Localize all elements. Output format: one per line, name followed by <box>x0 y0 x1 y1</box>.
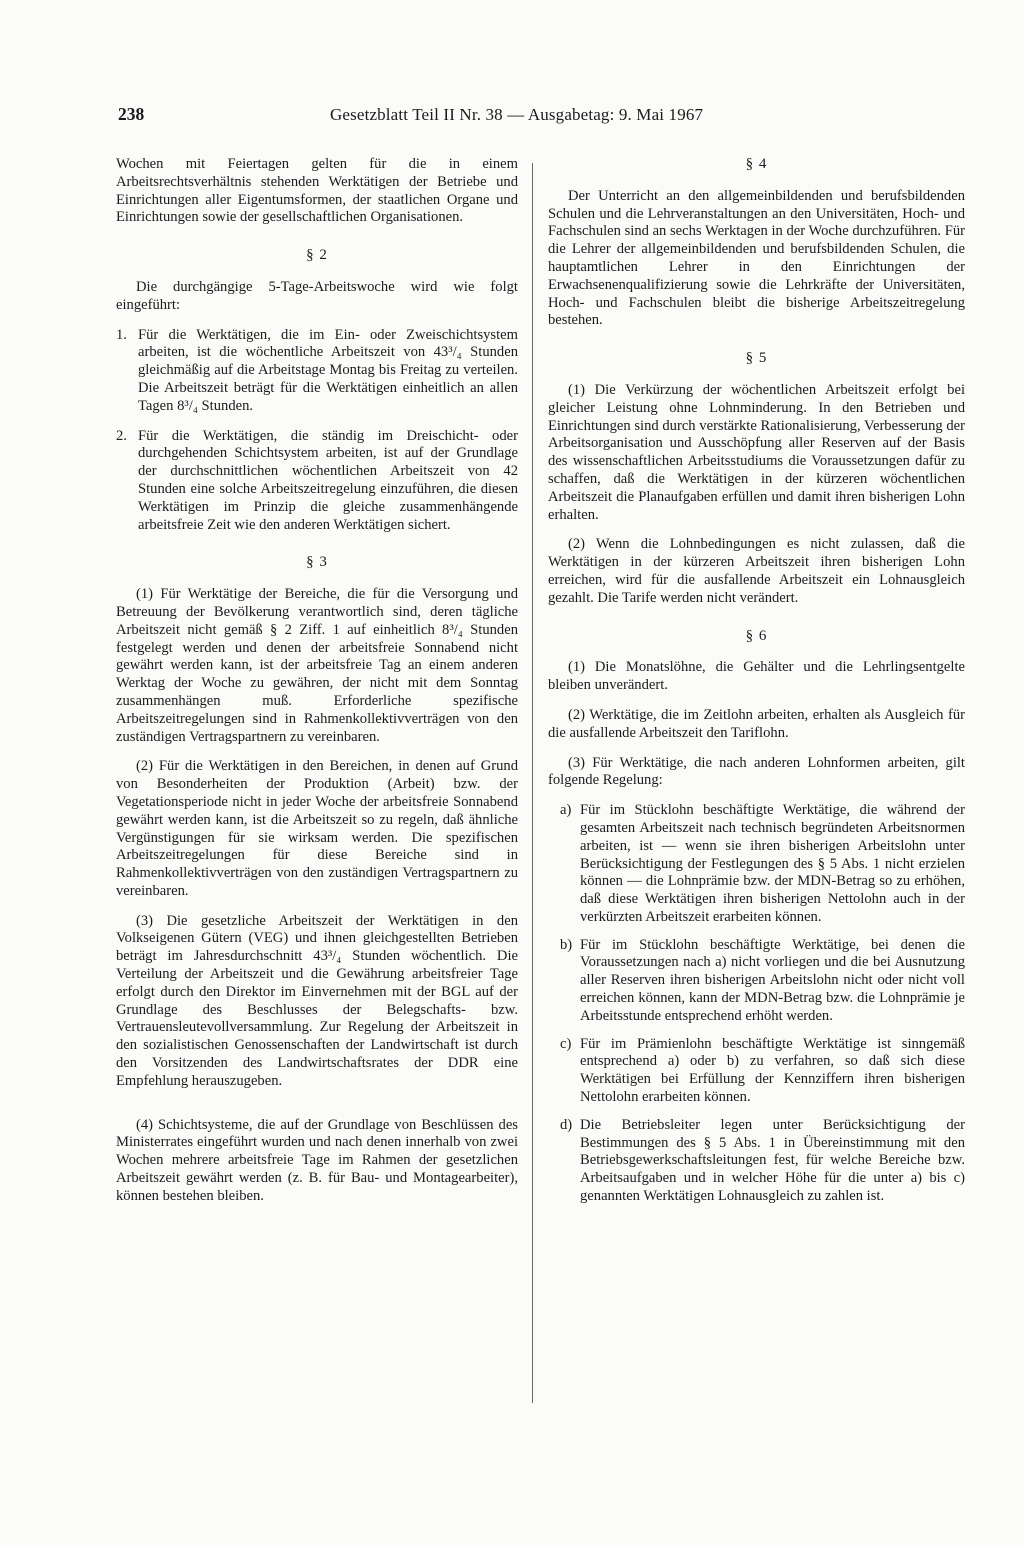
list-item-letter: a) <box>560 802 572 819</box>
list-item <box>560 802 965 927</box>
list-item-letter: b) <box>560 936 573 953</box>
page-header <box>118 104 960 125</box>
list-item <box>116 327 518 416</box>
list-item <box>560 1036 965 1107</box>
list-item-text: Für im Prämienlohn beschäftigte Werktätige ist sinngemäß entsprechend a) oder b) zu verfahren, so daß sich diese Werktätigen bei Erfüllung der Kennziffern ihren bisherigen Nettolohn erarbeiten können. <box>580 1035 965 1106</box>
left-column <box>116 156 518 1218</box>
section-3-paragraph: (4) Schichtsysteme, die auf der Grundlage von Beschlüssen des Ministerrates eingeführt wurden und nach denen innerhalb von zwei Wochen mehrere arbeitsfreie Tage im Rahmen der gesetzlichen Arbeitszeit gewährt werden (z. B. für Bau- und Montagearbeiter), können bestehen bleiben. <box>116 1116 518 1204</box>
list-item <box>560 937 965 1026</box>
list-item-text: Für im Stücklohn beschäftigte Werktätige, bei denen die Voraussetzungen nach a) nicht vorliegen und die bei Ausnutzung aller Reserven ihren bisherigen Arbeitslohn nicht oder nicht voll erreichen können, kann der MDN-Betrag bzw. die Lohnprämie je Arbeitsstunde entsprechend erhöht werden. <box>580 936 965 1024</box>
right-column <box>548 156 965 1216</box>
section-6-paragraph: (1) Die Monatslöhne, die Gehälter und die Lehrlingsentgelte bleiben unverändert. <box>548 659 965 694</box>
section-heading-2: § 2 <box>306 247 328 264</box>
section-heading-6: § 6 <box>745 627 768 644</box>
section-3-paragraph: (3) Die gesetzliche Arbeitszeit der Werktätigen in den Volkseigenen Gütern (VEG) und ihnen gleichgestellten Betrieben beträgt im Jahresdurchschnitt 43³/₄ Stunden wöchentlich. Die Verteilung der Arbeitszeit und die Gewährung arbeitsfreier Tage erfolgt durch den Direktor im Einvernehmen mit der BGL auf der Grundlage des Beschlusses der Belegschafts- bzw. Vertrauensleutevollversammlung. Zur Regelung der Arbeitszeit in den sozialistischen Genossenschaften der Landwirtschaft ist durch den Vorsitzenden des Landwirtschaftsrates der DDR eine Empfehlung herauszugeben. <box>116 912 518 1089</box>
list-item-number: 1. <box>116 326 127 343</box>
section-heading-4: § 4 <box>745 156 768 172</box>
running-title: Gesetzblatt Teil II Nr. 38 — Ausgabetag: 9. Mai 1967 <box>330 105 704 124</box>
section-heading-5: § 5 <box>745 350 768 367</box>
list-item-text: Für die Werktätigen, die im Ein- oder Zweischichtsystem arbeiten, ist die wöchentliche Arbeitszeit von 43³/₄ Stunden gleichmäßig auf die Arbeitstage Montag bis Freitag zu verteilen. Die Arbeitszeit beträgt für die Werktätigen einheitlich an allen Tagen 8³/₄ Stunden. <box>138 326 518 414</box>
list-item <box>560 1117 965 1206</box>
page-number: 238 <box>118 104 145 124</box>
section-heading-3: § 3 <box>306 554 328 571</box>
list-item-letter: c) <box>560 1035 572 1052</box>
list-item-text: Für die Werktätigen, die ständig im Dreischicht- oder durchgehenden Schichtsystem arbeiten, ist auf der Grundlage der durchschnittlichen wöchentlichen Arbeitszeit von 42 Stunden eine solche Arbeitszeitregelung einzuführen, die diesen Werktätigen im Prinzip die gleiche zusammenhängende arbeitsfreie Zeit wie den anderen Werktätigen sichert. <box>138 427 518 533</box>
section-5-paragraph: (2) Wenn die Lohnbedingungen es nicht zulassen, daß die Werktätigen in der kürzeren Arbeitszeit ihren bisherigen Lohn erreichen, wird für die ausfallende Arbeitszeit ein Lohnausgleich gezahlt. Die Tarife werden nicht verändert. <box>548 536 965 606</box>
section-3-paragraph: (1) Für Werktätige der Bereiche, die für die Versorgung und Betreuung der Bevölkerung verantwortlich sind, deren tägliche Arbeitszeit nicht gemäß § 2 Ziff. 1 auf einheitlich 8³/₄ Stunden festgelegt werden und denen der arbeitsfreie Sonnabend nicht gewährt werden kann, ist der arbeitsfreie Tag an einem anderen Werktag der Woche zu gewähren, der nicht mit dem Sonntag zusammenhängen muß. Erforderliche spezifische Arbeitszeitregelungen sind in Rahmenkollektivverträgen von den zuständigen Vertragspartnern zu vereinbaren. <box>116 586 518 745</box>
list-item <box>116 428 518 535</box>
section-4-paragraph: Der Unterricht an den allgemeinbildenden und berufsbildenden Schulen und die Lehrveranstaltungen an den Universitäten, Hoch- und Fachschulen sind an sechs Werktagen in der Woche durchzuführen. Für die Lehrer der allgemeinbildenden und berufsbildenden Schulen, die hauptamtlichen Lehrer in den Einrichtungen der Erwachsenenqualifizierung sowie die Lehrkräfte der Universitäten, Hoch- und Fachschulen bleibt die bisherige Arbeitszeitregelung bestehen. <box>548 187 965 329</box>
section-6-paragraph: (3) Für Werktätige, die nach anderen Lohnformen arbeiten, gilt folgende Regelung: <box>548 754 965 789</box>
section-5-paragraph: (1) Die Verkürzung der wöchentlichen Arbeitszeit erfolgt bei gleicher Leistung ohne Lohnminderung. In den Betrieben und Einrichtungen sind durch verstärkte Rationalisierung, Verbesserung der Arbeitsorganisation und Ausschöpfung aller Reserven auf der Basis des wissenschaftlichen Arbeitsstudiums die Voraussetzungen dafür zu schaffen, daß die Werktätigen in der kürzeren wöchentlichen Arbeitszeit die Planaufgaben erfüllen und damit ihren bisherigen Lohn erhalten. <box>548 381 965 523</box>
section-3-paragraph: (2) Für die Werktätigen in den Bereichen, in denen auf Grund von Besonderheiten der Produktion (Arbeit) bzw. der Vegetationsperiode nicht in jeder Woche der arbeitsfreie Sonnabend gewährt werden kann, ist die Arbeitszeit so zu regeln, daß ähnliche Vergünstigungen für sie wirksam werden. Die spezifischen Arbeitszeitregelungen für diese Bereiche sind in Rahmenkollektivverträgen von den zuständigen Vertragspartnern zu vereinbaren. <box>116 758 518 899</box>
section-2-lead: Die durchgängige 5-Tage-Arbeitswoche wird wie folgt eingeführt: <box>116 278 518 313</box>
intro-paragraph: Wochen mit Feiertagen gelten für die in einem Arbeitsrechtsverhältnis stehenden Werktätigen der Betriebe und Einrichtungen aller Eigentumsformen, der staatlichen Organe und Einrichtungen sowie der gesellschaftlichen Organisationen. <box>116 156 518 226</box>
section-6-paragraph: (2) Werktätige, die im Zeitlohn arbeiten, erhalten als Ausgleich für die ausfallende Arbeitszeit den Tariflohn. <box>548 706 965 741</box>
list-item-letter: d) <box>560 1116 573 1133</box>
list-item-text: Für im Stücklohn beschäftigte Werktätige, die während der gesamten Arbeitszeit nach technisch begründeten Arbeitsnormen arbeiten, ist — wenn sie ihren bisherigen Arbeitslohn unter Berücksichtigung der Festlegungen des § 5 Abs. 1 nicht erzielen können — die Lohnprämie bzw. der MDN-Betrag so zu erhöhen, daß diese Werktätigen ihren bisherigen Nettolohn auch in der verkürzten Arbeitszeit erarbeiten können. <box>580 802 965 925</box>
list-item-number: 2. <box>116 427 127 444</box>
column-divider <box>532 163 533 1403</box>
list-item-text: Die Betriebsleiter legen unter Berücksichtigung der Bestimmungen des § 5 Abs. 1 in Übereinstimmung mit den Betriebsgewerkschaftsleitungen fest, für welche Bereiche bzw. Arbeitsaufgaben und in welcher Höhe für die unter a) bis c) genannten Werktätigen Lohnausgleich zu zahlen ist. <box>580 1116 965 1205</box>
